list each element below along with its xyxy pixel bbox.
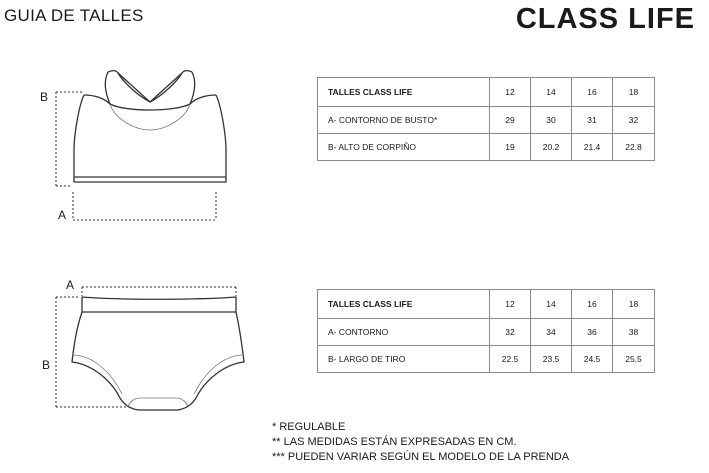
bottom-dimension-guides	[56, 287, 236, 407]
table-cell: 31	[572, 107, 613, 134]
footnote: * REGULABLE	[272, 421, 346, 433]
table-cell: 24.5	[572, 346, 613, 373]
table-row	[318, 134, 655, 161]
table-cell-label: A- CONTORNO	[318, 319, 490, 346]
bottom-dimension-label-b: B	[42, 358, 51, 372]
table-header-cell: 18	[613, 78, 655, 107]
table-header-cell: 16	[572, 290, 613, 319]
brand-logo: CLASS LIFE	[515, 3, 695, 35]
table-cell: 25.5	[613, 346, 655, 373]
top-size-table	[317, 77, 655, 161]
table-cell: 23.5	[531, 346, 572, 373]
table-header-row	[318, 78, 655, 107]
table-cell: 20.2	[531, 134, 572, 161]
table-cell: 36	[572, 319, 613, 346]
top-dimension-label-a: A	[58, 208, 67, 222]
footnotes	[272, 420, 569, 465]
bottom-dimension-label-a: A	[66, 278, 75, 292]
table-cell: 38	[613, 319, 655, 346]
table-header-cell: 18	[613, 290, 655, 319]
table-cell-label: A- CONTORNO DE BUSTO*	[318, 107, 490, 134]
table-cell: 32	[490, 319, 531, 346]
footnote: ** LAS MEDIDAS ESTÁN EXPRESADAS EN CM.	[272, 436, 517, 448]
table-row	[318, 107, 655, 134]
table-header-cell: 12	[490, 290, 531, 319]
table-header-cell: TALLES CLASS LIFE	[318, 290, 490, 319]
table-header-row	[318, 290, 655, 319]
table-cell-label: B- LARGO DE TIRO	[318, 346, 490, 373]
table-header-cell: 14	[531, 290, 572, 319]
table-cell: 30	[531, 107, 572, 134]
table-header-cell: TALLES CLASS LIFE	[318, 78, 490, 107]
page-title: GUIA DE TALLES	[4, 6, 144, 25]
table-cell: 21.4	[572, 134, 613, 161]
top-dimension-guides	[56, 92, 216, 220]
table-row	[318, 319, 655, 346]
table-header-cell: 12	[490, 78, 531, 107]
top-garment-illustration	[74, 71, 226, 182]
table-cell: 22.8	[613, 134, 655, 161]
footnote: *** PUEDEN VARIAR SEGÚN EL MODELO DE LA PRENDA	[272, 451, 570, 463]
table-cell: 32	[613, 107, 655, 134]
table-cell: 19	[490, 134, 531, 161]
table-cell: 22.5	[490, 346, 531, 373]
top-dimension-label-b: B	[40, 90, 49, 104]
bottom-garment-illustration	[72, 297, 244, 410]
table-cell: 29	[490, 107, 531, 134]
table-row	[318, 346, 655, 373]
table-cell-label: B- ALTO DE CORPIÑO	[318, 134, 490, 161]
table-header-cell: 16	[572, 78, 613, 107]
table-header-cell: 14	[531, 78, 572, 107]
table-cell: 34	[531, 319, 572, 346]
bottom-size-table	[317, 289, 655, 373]
